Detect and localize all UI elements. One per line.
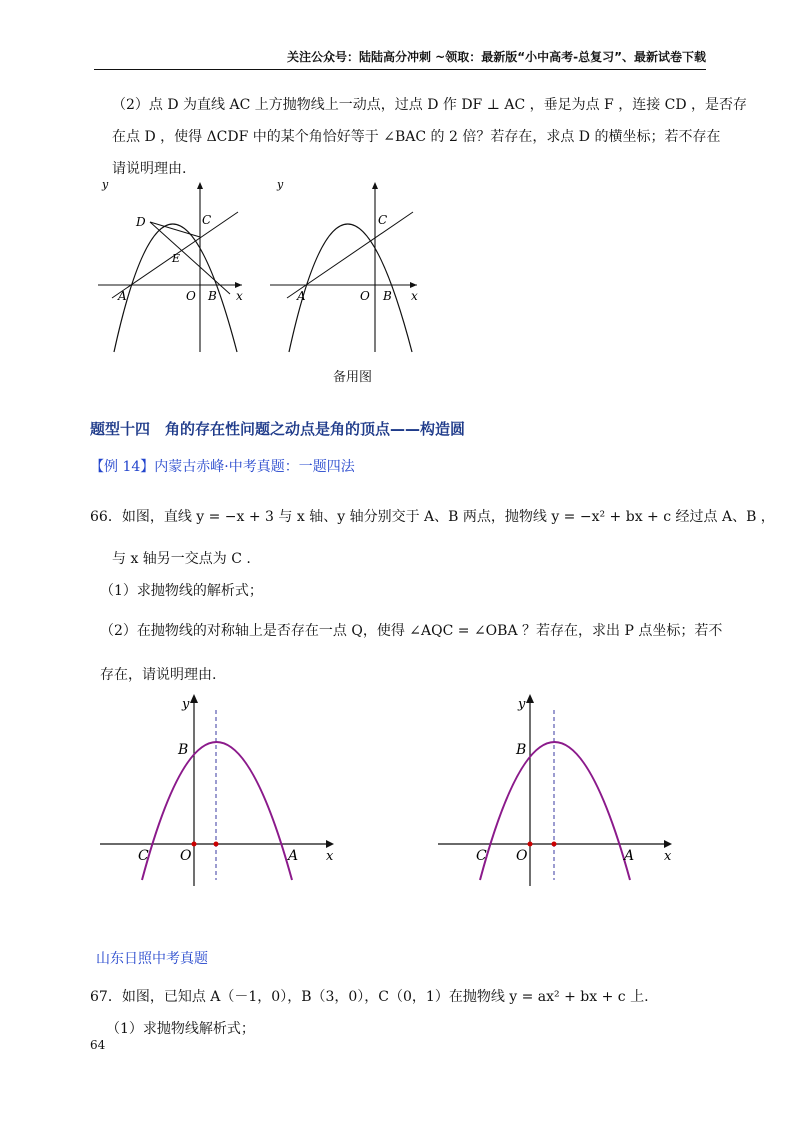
q65-part2-line2: 在点 D ，使得 ΔCDF 中的某个角恰好等于 ∠BAC 的 2 倍？若存在，求点 D 的横坐标；若不存在 xyxy=(112,129,721,145)
x-arrow-right xyxy=(410,282,417,288)
label-o-left: O xyxy=(186,289,196,303)
x-arrow-q66-left xyxy=(326,840,334,848)
q67-line1: 67．如图，已知点 A（－1，0），B（3，0），C（0，1）在抛物线 y = ax² + bx + c 上. xyxy=(90,989,649,1005)
label-x-right: x xyxy=(411,289,418,303)
page-number: 64 xyxy=(90,1038,106,1052)
parabola-q66-right xyxy=(480,742,630,880)
q66-part2-line2: 存在，请说明理由. xyxy=(100,667,217,683)
label-y-q66-left: y xyxy=(182,697,190,712)
point-o-q66-right xyxy=(528,842,533,847)
q66-part2-line1: （2）在抛物线的对称轴上是否存在一点 Q，使得 ∠AQC = ∠OBA ？若存在，求出 P 点坐标；若不 xyxy=(100,623,723,639)
label-b-q66-left: B xyxy=(178,742,189,758)
label-y-left: y xyxy=(102,178,109,191)
label-d-left: D xyxy=(136,215,146,229)
label-c-left: C xyxy=(202,213,212,227)
label-b-left: B xyxy=(208,289,217,303)
label-o-q66-right: O xyxy=(516,848,528,864)
example-label: 【例 14】内蒙古赤峰·中考真题：一题四法 xyxy=(90,459,355,475)
label-y-q66-right: y xyxy=(518,697,526,712)
source-label: 山东日照中考真题 xyxy=(96,951,208,967)
figure-q65-right xyxy=(270,178,418,352)
figure-q66-right xyxy=(438,694,672,886)
figure-q66 xyxy=(96,690,696,890)
label-a-left: A xyxy=(118,289,127,303)
figure-q65 xyxy=(92,176,432,386)
point-vertex-foot-q66-right xyxy=(552,842,557,847)
y-arrow-right xyxy=(372,182,378,189)
label-e-left: E xyxy=(172,252,181,265)
label-b-q66-right: B xyxy=(516,742,527,758)
parabola-left xyxy=(114,224,237,352)
y-arrow-q66-right xyxy=(526,694,534,703)
label-c-q66-left: C xyxy=(138,848,149,864)
section-title: 题型十四 角的存在性问题之动点是角的顶点——构造圆 xyxy=(90,420,466,438)
x-arrow-q66-right xyxy=(664,840,672,848)
q66-line1: 66．如图，直线 y = −x + 3 与 x 轴、y 轴分别交于 A、B 两点，抛物线 y = −x² + bx + c 经过点 A、B ， xyxy=(90,509,775,525)
label-o-q66-left: O xyxy=(180,848,192,864)
label-a-q66-right: A xyxy=(624,848,635,864)
header-rule xyxy=(94,69,706,70)
q66-line2: 与 x 轴另一交点为 C . xyxy=(112,551,251,567)
label-c-right: C xyxy=(378,213,388,227)
label-a-right: A xyxy=(297,289,306,303)
label-x-q66-left: x xyxy=(326,849,334,864)
q65-part2-line3: 请说明理由. xyxy=(112,161,187,177)
page-header: 关注公众号：陆陆高分冲刺 ~领取：最新版“小中高考-总复习”、最新试卷下载 xyxy=(287,50,706,64)
parabola-q66-left xyxy=(142,742,292,880)
y-arrow-left xyxy=(197,182,203,189)
point-vertex-foot-q66-left xyxy=(214,842,219,847)
q65-part2-line1: （2）点 D 为直线 AC 上方抛物线上一动点，过点 D 作 DF ⊥ AC ，垂足为点 F ，连接 CD ，是否存 xyxy=(112,97,748,113)
label-b-right: B xyxy=(383,289,392,303)
figure-q65-left xyxy=(98,178,243,352)
label-o-right: O xyxy=(360,289,370,303)
label-x-q66-right: x xyxy=(664,849,672,864)
label-x-left: x xyxy=(236,289,243,303)
label-a-q66-left: A xyxy=(288,848,299,864)
y-arrow-q66-left xyxy=(190,694,198,703)
label-y-right: y xyxy=(277,178,284,191)
q66-part1: （1）求抛物线的解析式； xyxy=(100,583,263,599)
label-c-q66-right: C xyxy=(476,848,487,864)
x-arrow-left xyxy=(235,282,242,288)
point-o-q66-left xyxy=(192,842,197,847)
parabola-right xyxy=(289,224,412,352)
line-db-left xyxy=(150,222,230,294)
figure-caption: 备用图 xyxy=(333,370,373,385)
figure-q66-left xyxy=(100,694,334,886)
q67-part1: （1）求抛物线解析式； xyxy=(106,1021,255,1037)
